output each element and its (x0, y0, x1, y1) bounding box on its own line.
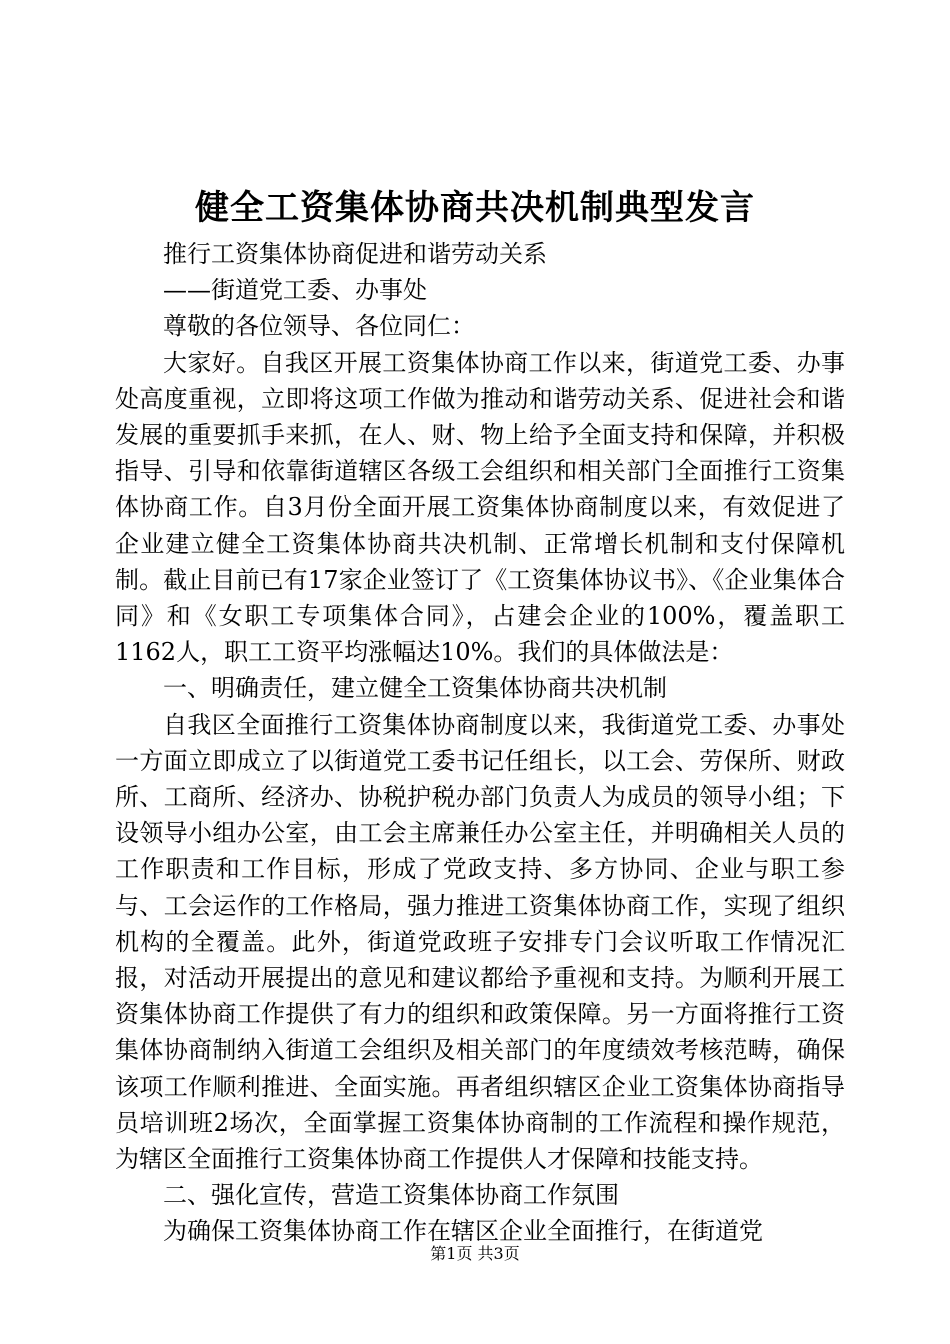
body-paragraph: 自我区全面推行工资集体协商制度以来，我街道党工委、办事处一方面立即成立了以街道党工委书记任组长，以工会、劳保所、财政所、工商所、经济办、协税护税办部门负责人为成员的领导小组；下设领导小组办公室，由工会主席兼任办公室主任，并明确相关人员的工作职责和工作目标，形成了党政支持、多方协同、企业与职工参与、工会运作的工作格局，强力推进工资集体协商工作，实现了组织机构的全覆盖。此外，街道党政班子安排专门会议听取工作情况汇报，对活动开展提出的意见和建议都给予重视和支持。为顺利开展工资集体协商工作提供了有力的组织和政策保障。另一方面将推行工资集体协商制纳入街道工会组织及相关部门的年度绩效考核范畴，确保该项工作顺利推进、全面实施。再者组织辖区企业工资集体协商指导员培训班2场次，全面掌握工资集体协商制的工作流程和操作规范，为辖区全面推行工资集体协商工作提供人才保障和技能支持。 (115, 710, 845, 1174)
document-title: 健全工资集体协商共决机制典型发言 (195, 188, 755, 228)
author-line: ——街道党工委、办事处 (163, 276, 427, 305)
section-heading: 一、明确责任，建立健全工资集体协商共决机制 (163, 674, 667, 703)
document-body (115, 236, 845, 1250)
section-heading: 二、强化宣传，营造工资集体协商工作氛围 (163, 1181, 619, 1210)
body-paragraph: 大家好。自我区开展工资集体协商工作以来，街道党工委、办事处高度重视，立即将这项工作做为推动和谐劳动关系、促进社会和谐发展的重要抓手来抓，在人、财、物上给予全面支持和保障，并积极指导、引导和依靠街道辖区各级工会组织和相关部门全面推行工资集体协商工作。自3月份全面开展工资集体协商制度以来，有效促进了企业建立健全工资集体协商共决机制、正常增长机制和支付保障机制。截止目前已有17家企业签订了《工资集体协议书》、《企业集体合同》和《女职工专项集体合同》，占建会企业的100%，覆盖职工1162人，职工工资平均涨幅达10%。我们的具体做法是： (115, 348, 845, 667)
body-paragraph: 为确保工资集体协商工作在辖区企业全面推行，在街道党 (163, 1217, 763, 1246)
page-footer: 第1页 共3页 (430, 1244, 520, 1263)
subtitle: 推行工资集体协商促进和谐劳动关系 (163, 240, 547, 268)
salutation: 尊敬的各位领导、各位同仁： (163, 312, 475, 341)
